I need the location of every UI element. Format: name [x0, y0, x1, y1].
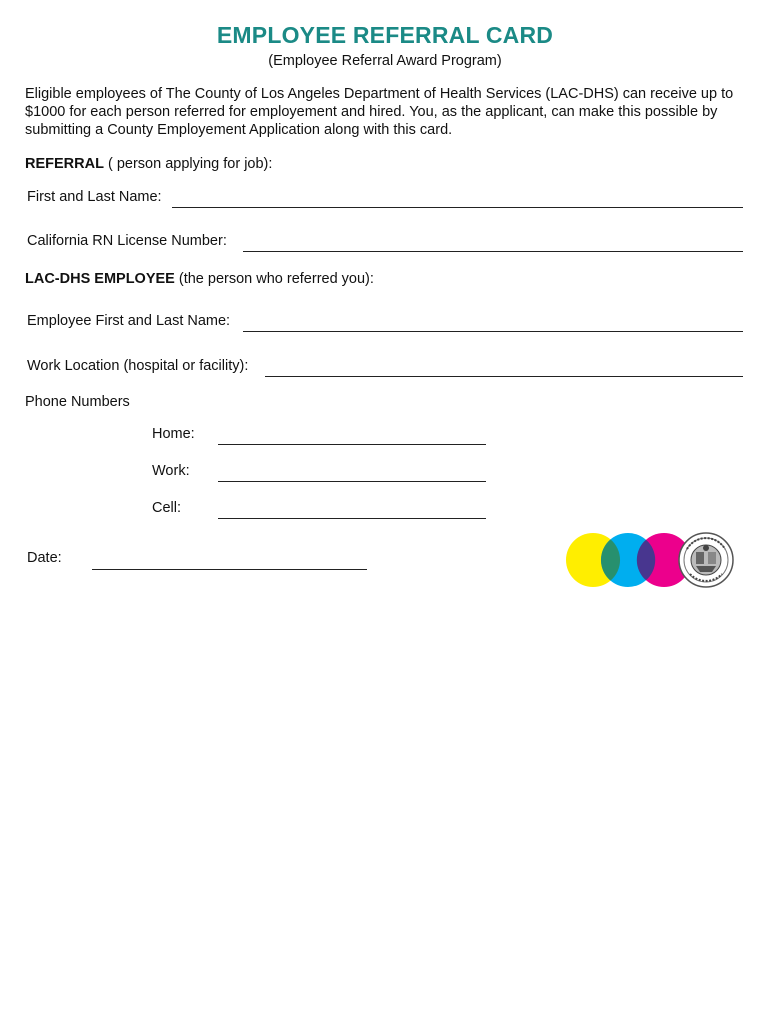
work-phone-label: Work:: [152, 463, 190, 479]
intro-paragraph: Eligible employees of The County of Los Angeles Department of Health Services (LAC-DHS) can receive up to $1000 for each person referred for employement and hired. You, as the applicant, can make this possible by submitting a County Employement Application along with this card.: [25, 86, 734, 138]
referral-heading-label: REFERRAL: [25, 156, 104, 172]
referral-license-field[interactable]: [243, 251, 743, 252]
employee-name-field[interactable]: [243, 331, 743, 332]
home-phone-field[interactable]: [218, 444, 486, 445]
work-location-label: Work Location (hospital or facility):: [27, 358, 249, 374]
referral-name-label: First and Last Name:: [27, 189, 162, 205]
referral-license-label: California RN License Number:: [27, 233, 227, 249]
work-phone-field[interactable]: [218, 481, 486, 482]
page-subtitle: (Employee Referral Award Program): [268, 53, 502, 69]
work-location-field[interactable]: [265, 376, 743, 377]
phone-numbers-heading: Phone Numbers: [25, 394, 130, 410]
home-phone-label: Home:: [152, 426, 195, 442]
county-seal-icon: [679, 533, 733, 587]
employee-heading-note: (the person who referred you):: [174, 271, 374, 287]
employee-name-label: Employee First and Last Name:: [27, 313, 231, 329]
employee-heading-label: LAC-DHS EMPLOYEE: [25, 271, 175, 287]
employee-heading: [25, 271, 374, 287]
page-title: EMPLOYEE REFERRAL CARD: [216, 22, 554, 48]
referral-name-field[interactable]: [172, 207, 743, 208]
referral-heading: [25, 156, 272, 172]
date-label: Date:: [27, 550, 62, 566]
cell-phone-label: Cell:: [152, 500, 182, 516]
referral-heading-note: ( person applying for job):: [103, 156, 273, 172]
date-field[interactable]: [92, 569, 367, 570]
county-dhs-logo: [562, 530, 734, 590]
cell-phone-field[interactable]: [218, 518, 486, 519]
